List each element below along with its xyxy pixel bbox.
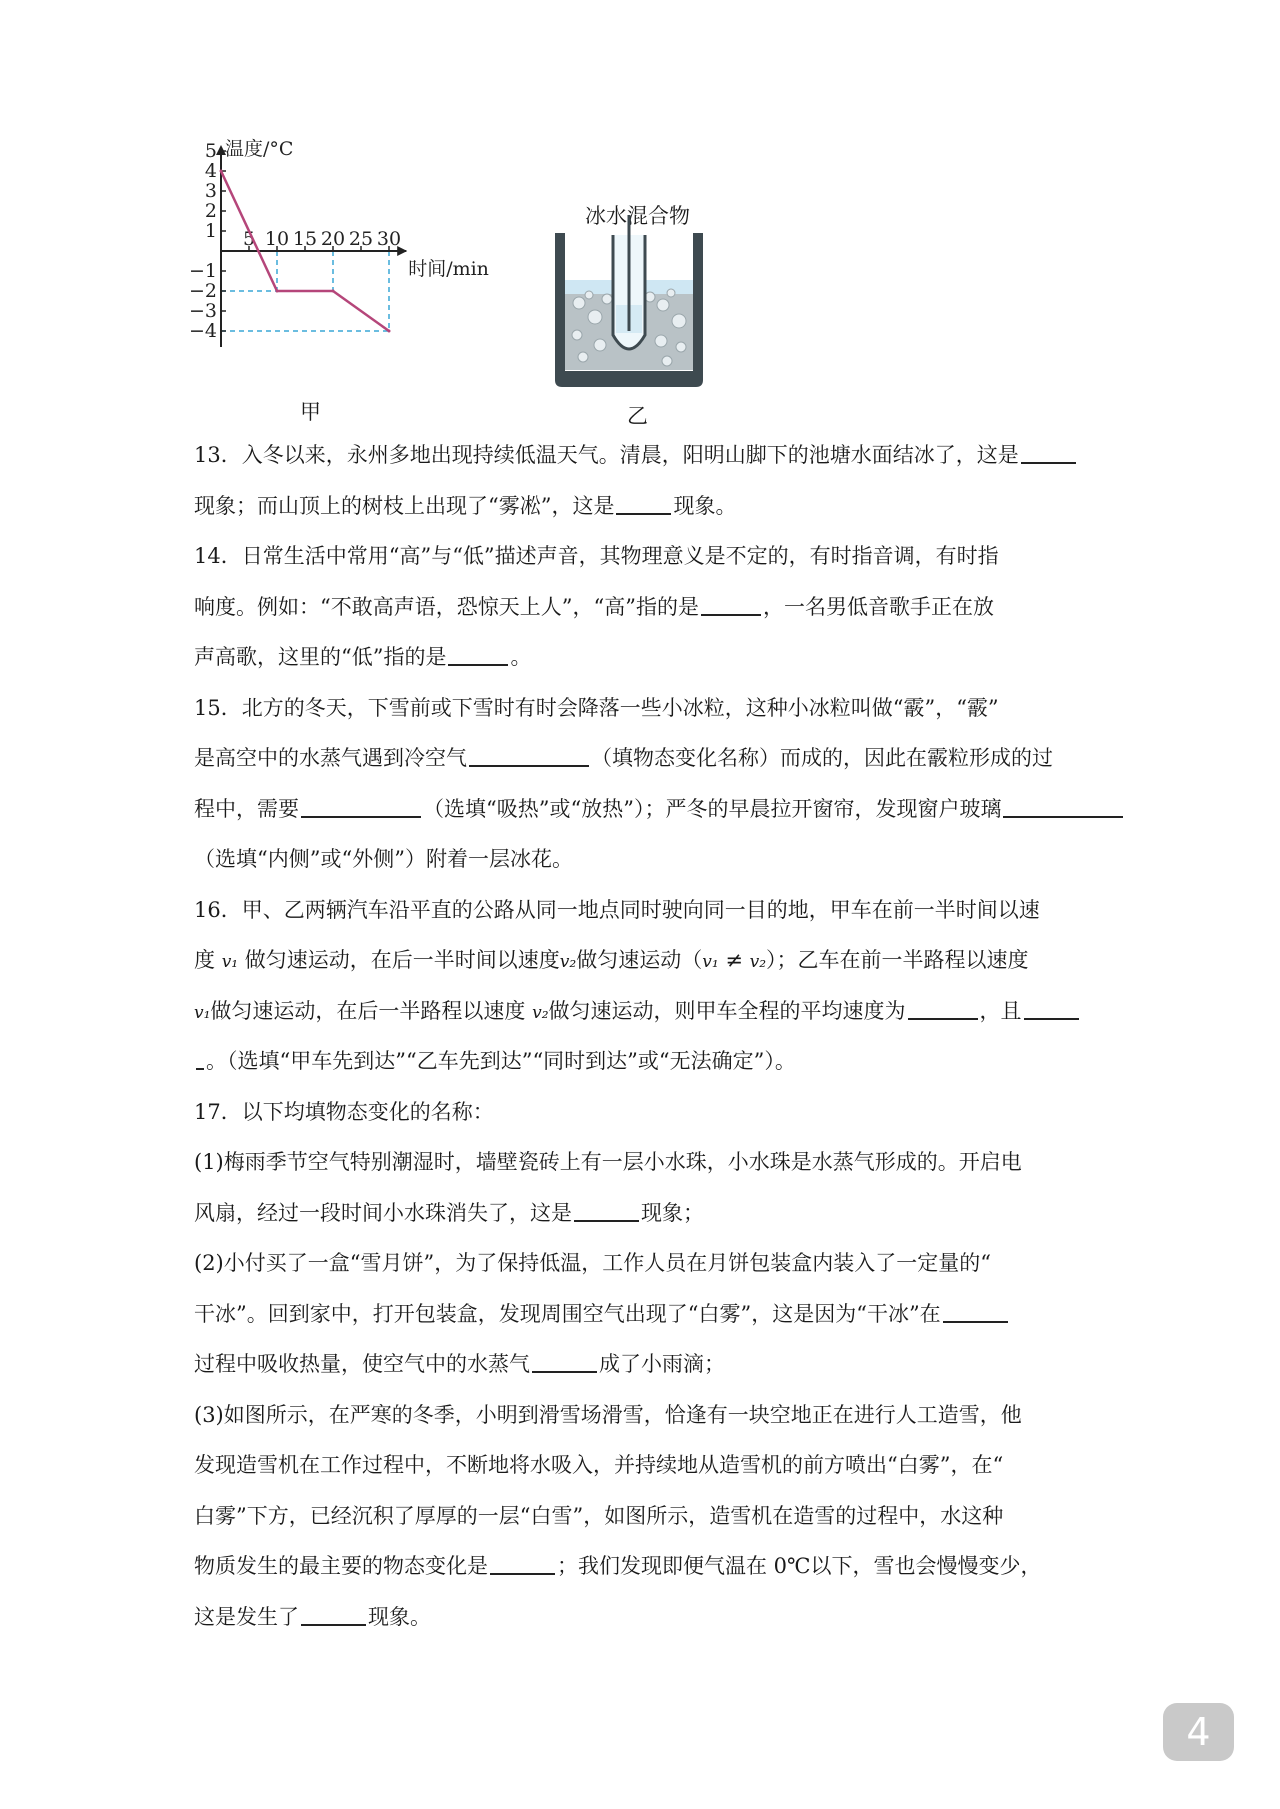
q17-p2-line3 (194, 1339, 1234, 1390)
x-tick-label: 15 (292, 228, 318, 250)
q16-text: 做匀速运动，在后一半时间以速度 (244, 948, 560, 972)
y-tick-label: 5 (204, 140, 217, 162)
data-point (220, 170, 223, 173)
v1-symbol: v₁ (221, 952, 239, 972)
v2-symbol: v₂ (532, 1002, 549, 1023)
q14-line2 (194, 582, 1234, 633)
q17-p1-line1 (194, 1137, 1234, 1188)
v1-symbol: v₁ (194, 1002, 211, 1023)
q17-blank3[interactable] (532, 1347, 597, 1373)
q13-text: 现象。 (673, 493, 737, 518)
q15-text: 15．北方的冬天，下雪前或下雪时有时会降落一些小冰粒，这种小冰粒叫做“霰”，“霰” (194, 695, 999, 720)
y-tick-label: 1 (204, 220, 217, 242)
q17-text: 17．以下均填物态变化的名称： (194, 1099, 494, 1124)
q13-text: 现象；而山顶上的树枝上出现了“雾凇”，这是 (194, 493, 615, 518)
q15-text: 程中，需要 (194, 796, 299, 821)
q15-line2 (194, 733, 1234, 784)
q17-text: 现象。 (368, 1604, 431, 1629)
q16-text: 度 (194, 948, 215, 972)
q16-text: ）；乙车在前一半路程以速度 (766, 948, 1029, 972)
v2-symbol: v₂ (749, 952, 767, 972)
q13-text: 13．入冬以来，永州多地出现持续低温天气。清晨，阳明山脚下的池塘水面结冰了，这是 (194, 443, 1019, 467)
q17-p3-line5 (194, 1592, 1234, 1643)
q14-text: 。 (510, 645, 532, 669)
q14-text: ，一名男低音歌手正在放 (762, 594, 994, 619)
figures-area (0, 0, 1280, 440)
y-tick-label: 3 (204, 180, 217, 202)
q17-p3-line2 (194, 1440, 1234, 1491)
q15-blank2[interactable] (301, 792, 421, 818)
ice-water-mixture-label: 冰水混合物 (585, 204, 690, 228)
q14-blank2[interactable] (448, 640, 508, 666)
y-tick-label: 2 (204, 200, 217, 222)
q16-text: ，且 (979, 998, 1022, 1023)
q17-line1 (194, 1087, 1234, 1138)
x-tick-label: 25 (348, 228, 374, 250)
q16-blank2-tail[interactable] (196, 1044, 204, 1070)
q17-p3-line3 (194, 1491, 1234, 1542)
data-point (276, 290, 279, 293)
q16-blank1[interactable] (908, 994, 978, 1020)
y-tick-label: −4 (188, 320, 217, 342)
q17-text: 成了小雨滴； (599, 1352, 725, 1376)
not-equal-symbol: ≠ (725, 948, 743, 972)
y-tick-label: −3 (188, 300, 217, 322)
y-tick-label: −2 (188, 280, 217, 302)
q15-line1 (194, 683, 1234, 734)
y-tick-label: 4 (204, 160, 217, 182)
q16-blank2[interactable] (1024, 994, 1079, 1020)
q17-p2-line1 (194, 1238, 1234, 1289)
q15-text: （填物态变化名称）而成的，因此在霰粒形成的过 (591, 746, 1053, 770)
q17-blank2[interactable] (943, 1297, 1008, 1323)
q17-text: 这是发生了 (194, 1604, 299, 1629)
q16-line1 (194, 885, 1234, 936)
q16-text: 。（选填“甲车先到达”“乙车先到达”“同时到达”或“无法确定”）。 (206, 1049, 796, 1073)
q17-text: (2)小付买了一盒“雪月饼”，为了保持低温，工作人员在月饼包装盒内装入了一定量的“ (194, 1251, 991, 1275)
q17-p2-line2 (194, 1289, 1234, 1340)
figure-jia-caption: 甲 (300, 400, 321, 424)
y-tick-label: −1 (188, 260, 217, 282)
q14-text: 14．日常生活中常用“高”与“低”描述声音，其物理意义是不定的，有时指音调，有时指 (194, 544, 999, 568)
q14-line1 (194, 531, 1234, 582)
q14-blank1[interactable] (701, 590, 761, 616)
x-tick-label: 5 (242, 228, 256, 250)
q17-p3-line1 (194, 1390, 1234, 1441)
q17-text: (3)如图所示，在严寒的冬季，小明到滑雪场滑雪，恰逢有一块空地正在进行人工造雪，他 (194, 1402, 1022, 1427)
beaker-diagram (545, 195, 725, 395)
q16-text: 做匀速运动，在后一半路程以速度 (210, 998, 526, 1023)
q16-line4 (194, 1036, 1234, 1087)
q15-blank1[interactable] (469, 741, 589, 767)
x-axis-label: 时间/min (408, 258, 489, 280)
q15-text: 是高空中的水蒸气遇到冷空气 (194, 746, 467, 770)
q14-line3 (194, 632, 1234, 683)
q14-text: 响度。例如：“不敢高声语，恐惊天上人”，“高”指的是 (194, 594, 699, 619)
q16-line3 (194, 986, 1234, 1037)
q17-text: 现象； (641, 1200, 704, 1225)
q17-blank1[interactable] (574, 1196, 639, 1222)
q13-blank2[interactable] (616, 489, 671, 515)
y-axis-label: 温度/°C (225, 138, 294, 160)
v2-symbol: v₂ (559, 952, 577, 972)
q17-text: 过程中吸收热量，使空气中的水蒸气 (194, 1352, 530, 1376)
data-point (388, 330, 391, 333)
q16-line2 (194, 935, 1234, 986)
temperature-time-graph (180, 138, 489, 375)
q17-p1-line2 (194, 1188, 1234, 1239)
q16-text: 做匀速运动，则甲车全程的平均速度为 (548, 998, 906, 1023)
q17-text: 干冰”。回到家中，打开包装盒，发现周围空气出现了“白雾”，这是因为“干冰”在 (194, 1301, 941, 1326)
q17-text: 物质发生的最主要的物态变化是 (194, 1554, 488, 1578)
q13-line2 (194, 481, 1234, 532)
q15-text: （选填“内侧”或“外侧”）附着一层冰花。 (194, 847, 573, 871)
q17-text: ；我们发现即便气温在 0℃以下，雪也会慢慢变少， (557, 1554, 1042, 1578)
q16-text: 16．甲、乙两辆汽车沿平直的公路从同一地点同时驶向同一目的地，甲车在前一半时间以速 (194, 897, 1040, 922)
q17-text: 发现造雪机在工作过程中，不断地将水吸入，并持续地从造雪机的前方喷出“白雾”，在“ (194, 1453, 1004, 1477)
q17-blank4[interactable] (490, 1549, 555, 1575)
q13-line1 (194, 430, 1234, 481)
q14-text: 声高歌，这里的“低”指的是 (194, 645, 447, 669)
page-number-badge[interactable]: 4 (1163, 1703, 1234, 1761)
x-tick-label: 30 (376, 228, 402, 250)
q13-blank1[interactable] (1021, 438, 1076, 464)
q17-text: 风扇，经过一段时间小水珠消失了，这是 (194, 1200, 572, 1225)
v1-symbol: v₁ (702, 952, 719, 972)
q17-text: 白雾”下方，已经沉积了厚厚的一层“白雪”，如图所示，造雪机在造雪的过程中，水这种 (194, 1503, 1004, 1528)
x-tick-label: 10 (264, 228, 290, 250)
q17-p3-line4 (194, 1541, 1234, 1592)
x-tick-label: 20 (320, 228, 346, 250)
questions-text (194, 430, 1234, 1642)
q17-text: (1)梅雨季节空气特别潮湿时，墙壁瓷砖上有一层小水珠，小水珠是水蒸气形成的。开启电 (194, 1150, 1022, 1174)
q15-blank3[interactable] (1003, 792, 1123, 818)
figure-yi-caption: 乙 (627, 404, 648, 428)
q17-blank5[interactable] (301, 1600, 366, 1626)
q15-line4 (194, 834, 1234, 885)
data-point (332, 290, 335, 293)
q15-line3 (194, 784, 1234, 835)
q15-text: （选填“吸热”或“放热”）；严冬的早晨拉开窗帘，发现窗户玻璃 (423, 796, 1002, 821)
q16-text: 做匀速运动（ (576, 948, 703, 972)
